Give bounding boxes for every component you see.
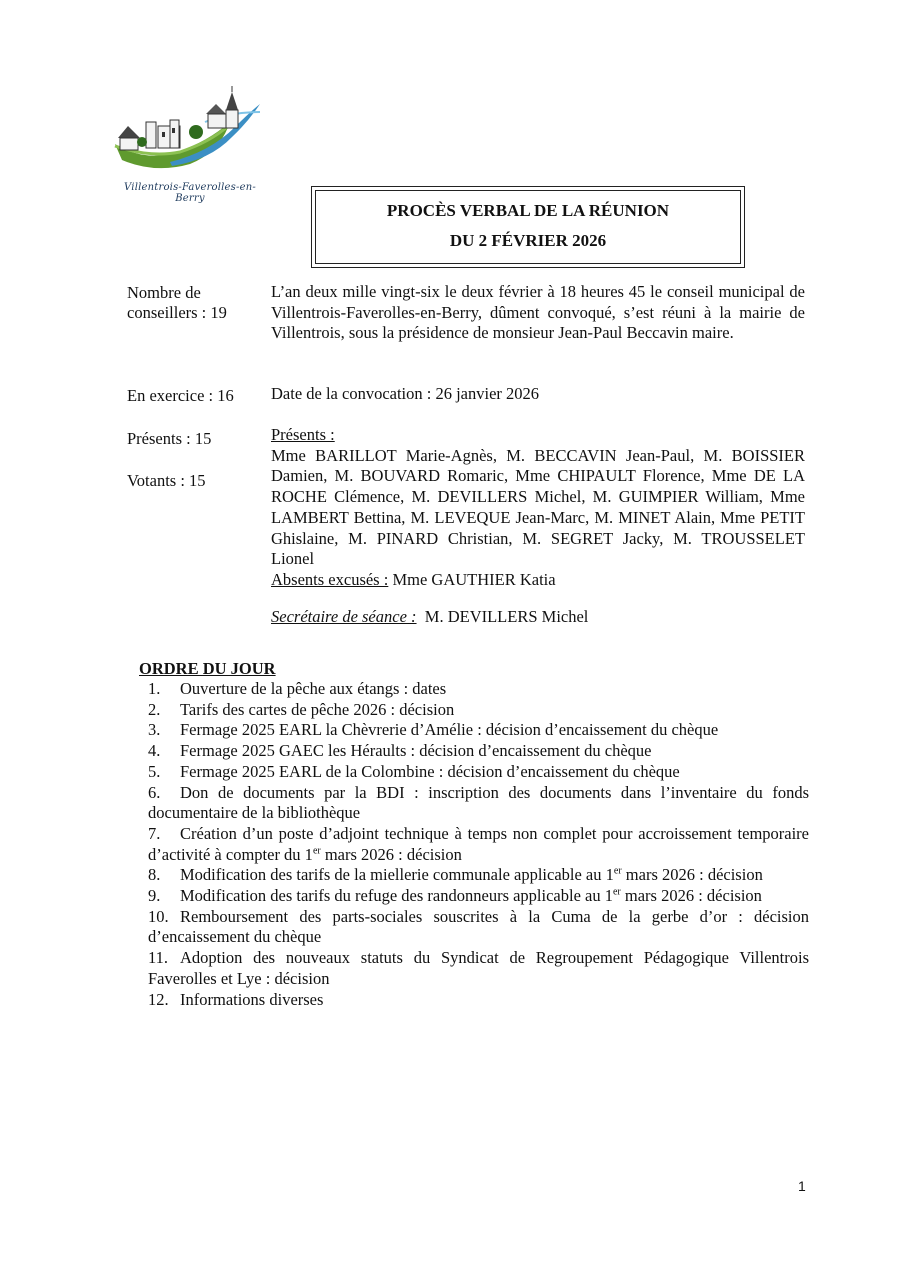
agenda-item	[148, 990, 809, 1011]
agenda-item-text: Modification des tarifs du refuge des randonneurs applicable au 1	[180, 886, 613, 906]
agenda-item	[148, 886, 809, 907]
absents-value: Mme GAUTHIER Katia	[392, 569, 556, 589]
page-number: 1	[798, 1178, 806, 1194]
presents-label: Présents :	[271, 425, 335, 444]
document-title: PROCÈS VERBAL DE LA RÉUNION	[386, 201, 670, 220]
agenda-item	[148, 741, 809, 762]
title-box	[311, 186, 745, 268]
agenda-item	[148, 679, 809, 700]
agenda-item-text: Informations diverses	[180, 989, 324, 1009]
agenda-item-number: 1.	[148, 679, 161, 698]
agenda-item-text-end: mars 2026 : décision	[320, 844, 462, 864]
agenda-item-number: 7.	[148, 823, 161, 843]
agenda-item	[148, 700, 809, 721]
nombre-value: conseillers : 19	[127, 303, 227, 322]
municipality-logo	[110, 82, 270, 204]
votants-count: Votants : 15	[127, 471, 206, 490]
agenda-item-number: 9.	[148, 886, 161, 906]
convocation-date: Date de la convocation : 26 janvier 2026	[271, 384, 540, 403]
agenda-item	[148, 824, 809, 865]
agenda-item-number: 10.	[148, 906, 169, 926]
document-date: DU 2 FÉVRIER 2026	[449, 231, 607, 250]
agenda-item	[148, 865, 809, 886]
agenda-item-number: 2.	[148, 699, 161, 719]
ordre-du-jour	[139, 659, 809, 1010]
title-inner-frame	[315, 190, 741, 264]
secretaire-line	[271, 607, 805, 628]
agenda-item-number: 12.	[148, 989, 169, 1009]
agenda-item-number: 11.	[148, 948, 169, 968]
agenda-item-text: Création d’un poste d’adjoint technique à temps non complet pour accroissement temporaire d’activité à compter du 1	[148, 823, 809, 864]
agenda-item	[148, 907, 809, 948]
secretaire-label: Secrétaire de séance :	[271, 607, 417, 626]
nombre-label: Nombre de	[127, 283, 201, 302]
agenda-item-text: Adoption des nouveaux statuts du Syndicat de Regroupement Pédagogique Villentrois Faverolles et Lye : décision	[148, 948, 809, 988]
agenda-item	[148, 783, 809, 824]
village-illustration-icon	[110, 82, 270, 182]
absents-label: Absents excusés :	[271, 569, 389, 589]
intro-paragraph: L’an deux mille vingt-six le deux février à 18 heures 45 le conseil municipal de Villentrois-Faverolles-en-Berry, dûment convoqué, s’est réuni à la mairie de Villentrois, sous la présidence de monsieur Jean-Paul Beccavin maire.	[271, 282, 805, 343]
agenda-item-text: Don de documents par la BDI : inscription des documents dans l’inventaire du fonds documentaire de la bibliothèque	[148, 782, 809, 823]
agenda-item-number: 8.	[148, 865, 161, 885]
agenda-item-number: 3.	[148, 720, 161, 740]
agenda-item-text: Fermage 2025 EARL la Chèvrerie d’Amélie : décision d’encaissement du chèque	[180, 720, 719, 740]
absents-line	[271, 570, 805, 591]
agenda-item-text-end: mars 2026 : décision	[621, 865, 763, 885]
presents-list: Mme BARILLOT Marie-Agnès, M. BECCAVIN Jean-Paul, M. BOISSIER Damien, M. BOUVARD Romaric, Mme CHIPAULT Florence, Mme DE LA ROCHE Clémence, M. DEVILLERS Michel, M. GUIMPIER William, Mme LAMBERT Bettina, M. LEVEQUE Jean-Marc, M. MINET Alain, Mme PETIT Ghislaine, M. PINARD Christian, M. SEGRET Jacky, M. TROUSSELET Lionel	[271, 445, 805, 569]
agenda-item	[148, 948, 809, 989]
agenda-list	[139, 679, 809, 1010]
nombre-conseillers	[127, 283, 227, 323]
en-exercice: En exercice : 16	[127, 386, 234, 405]
presents-block	[271, 425, 805, 591]
ordinal-suffix: er	[612, 886, 621, 898]
agenda-item-text: Ouverture de la pêche aux étangs : dates	[180, 679, 447, 698]
agenda-item-number: 4.	[148, 741, 161, 761]
agenda-item-number: 5.	[148, 761, 161, 781]
ordinal-suffix: er	[312, 845, 321, 857]
agenda-item-text: Remboursement des parts-sociales souscrites à la Cuma de la gerbe d’or : décision d’encaissement du chèque	[148, 906, 809, 947]
secretaire-value: M. DEVILLERS Michel	[424, 607, 589, 626]
presents-count: Présents : 15	[127, 429, 212, 448]
agenda-item-text: Tarifs des cartes de pêche 2026 : décision	[180, 699, 455, 719]
agenda-item-text: Fermage 2025 EARL de la Colombine : décision d’encaissement du chèque	[180, 761, 680, 781]
agenda-item-text-end: mars 2026 : décision	[620, 886, 762, 906]
ordinal-suffix: er	[613, 865, 622, 877]
agenda-item-number: 6.	[148, 782, 161, 802]
agenda-item-text: Fermage 2025 GAEC les Héraults : décision d’encaissement du chèque	[180, 741, 652, 761]
logo-caption: Villentrois-Faverolles-en-Berry	[124, 182, 256, 204]
agenda-item	[148, 720, 809, 741]
ordre-title: ORDRE DU JOUR	[139, 659, 276, 678]
agenda-item-text: Modification des tarifs de la miellerie communale applicable au 1	[180, 865, 614, 885]
agenda-item	[148, 762, 809, 783]
